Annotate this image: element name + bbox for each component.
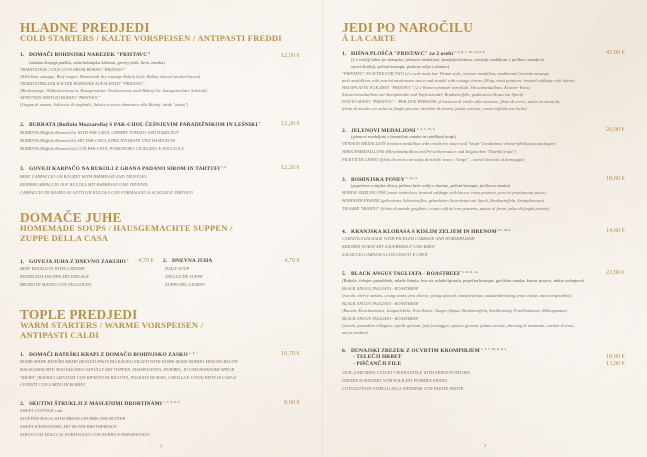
item-variant-name: - TELEČJI HRBET bbox=[353, 354, 402, 360]
item-allergens: 7 bbox=[126, 258, 129, 262]
item-allergens: 7, 14, 4 bbox=[405, 176, 417, 180]
menu-item-title bbox=[342, 271, 478, 277]
item-price: 8,90 € bbox=[284, 399, 300, 406]
item-price: 26,00 € bbox=[605, 126, 625, 133]
item-translation: BURRATA (Buffalo Mozzarella) MIT PAK-CHOI, KIRSCHTOMATE UND HASELNUSS bbox=[20, 138, 176, 143]
menu-item-title bbox=[163, 259, 212, 264]
item-translation: HAUSPLATTE FÜR ZWEI "PRISTAVC" (2 x Wienerschnitzel vom Kalb, Hirschmedaillons, Krainer Wurst, bbox=[342, 85, 531, 90]
item-translation: VENISON MEDALLION (venison medallion with cranberry sauce and "krapi" (traditional cheese-filled pasta packages) bbox=[342, 141, 556, 146]
item-translation: BRODO DI MANZO CON TAGLIOLINI bbox=[20, 282, 92, 287]
item-translation: TRADITIONELLER KALTER BOHINJER AUFSCHNITT "PRISTAVC" bbox=[20, 81, 146, 86]
page-number: 3 bbox=[484, 443, 487, 448]
section-title-a-la-carte: JEDI PO NAROČILU bbox=[342, 20, 474, 35]
item-variant-price: 18,60 € bbox=[605, 353, 625, 360]
item-variant-price: 13,90 € bbox=[605, 360, 625, 367]
item-name: GOVEJI KARPAČO NA RUKOLI Z GRANA PADANO SIROM IN TARTUFI bbox=[29, 166, 220, 172]
item-number: 5. bbox=[342, 271, 347, 277]
item-number: 6. bbox=[342, 348, 347, 354]
item-translation: "PRISTAVC" PLATTER FOR TWO (2 x veal steak late Vienna style, venison medallion, traditional Carniola sausage, bbox=[342, 71, 550, 76]
item-name: SKUTINI ŠTRUKLJI Z MASLENIMI DROBTINAMI bbox=[29, 401, 163, 407]
item-translation: SWEET KÄSEKNÖDEL MIT BUTER BROTHPRESLN bbox=[20, 424, 117, 429]
item-translation: "KRAPI" (RAVIOLI LIEVITATI CON RIPIENO DI RICOTTA, POLENTA DI MAIS, CIPOLLA E UOVA) FATTI IN CASA E bbox=[20, 375, 237, 380]
item-name: JELENOVI MEDALJONI bbox=[351, 128, 416, 134]
item-description: (2 x telečji hrbet po dunajsko, jelenovi medaljoni, kranjska klobasa, svinjski medaljoni v jurčkovi omaki in bbox=[351, 57, 544, 62]
item-allergens: 7 bbox=[258, 121, 261, 125]
item-number: 2. bbox=[20, 122, 25, 128]
item-name: BLACK ANGUS TAGLIATA - ROASTBEEF bbox=[351, 271, 461, 277]
item-name: GOVEJA JUHA Z DNEVNO ZAKUHO bbox=[29, 259, 126, 265]
menu-item-title bbox=[20, 53, 150, 58]
item-number: 1. bbox=[20, 259, 25, 265]
menu-item-title bbox=[20, 259, 129, 265]
item-price: 4,70 € bbox=[138, 257, 154, 264]
item-translation: filetto di maiale con salsa ai funghi porcini, involtini di ricotta, patate arrosto, crauti soffritti con lardo) bbox=[342, 106, 527, 111]
item-number: 2. bbox=[342, 128, 347, 134]
item-translation: RINDFLEISCHSUPPE MIT EINLAGE bbox=[20, 274, 89, 279]
item-variant-name: - PIŠČANČJI FILE bbox=[353, 361, 402, 367]
item-translation: SALSICCIA CARNIOLA CON CRAUTI E CREN bbox=[342, 252, 428, 257]
item-number: 1. bbox=[20, 52, 25, 58]
item-number: 3. bbox=[342, 177, 347, 183]
item-translation: (rucola, cherry tomato, young onion, feta cheese, young spinach, roasted potato, mustarddressing, trout caviar, micro vegetables) bbox=[342, 293, 572, 298]
item-price: 4,70 € bbox=[284, 257, 300, 264]
item-translation: TEGAME "BOHINJ" (filetto di maiale grigliato, crauti soffritti con pancetta, patate al forno, salsa di funghi porcini) bbox=[342, 206, 550, 211]
item-translation: BURRATA (Buffalo Mozzarella) WITH PAK-CHOI, CHERRY TOMATO AND HAZELNUT bbox=[20, 130, 179, 135]
section-subtitle-warm-starters: WARM STARTERS / WARME VORSPEISEN / bbox=[20, 320, 204, 330]
item-description: (jelenovi medaljoni z brusnično omako in rateškimi krapi) bbox=[351, 134, 456, 139]
item-translation: BLACK ANGUS TAGLIATA - ROASTBEEF bbox=[342, 286, 419, 291]
item-allergens: 1, 3, 7 bbox=[188, 351, 198, 355]
item-translation: BEEF BOUILLON WITH GARNISH bbox=[20, 266, 85, 271]
item-translation: BURRATA (Buffalo Mozzarella) CON PAK-CHOI, POMODORO CILIEGINO E NOCCIOLA bbox=[20, 146, 184, 151]
menu-item-title bbox=[20, 352, 198, 358]
page-number: 2 bbox=[160, 443, 163, 448]
menu-item-title bbox=[20, 122, 261, 128]
menu-page-right bbox=[324, 0, 647, 457]
item-name: BURRATA (Buffalo Mozzarella) S PAK-CHOL ČEŠNJEVIM PARADIŽNIKOM IN LEŠNIKI bbox=[29, 122, 258, 128]
item-price: 12,20 € bbox=[280, 164, 300, 171]
item-translation: (rucola, pomodoro ciliegino, cipolle giovani, feta formaggio, spinaci giovani, patate arroste, dressing di mostarda, caviale di trota, bbox=[342, 323, 575, 328]
item-translation: CONDITI CON LARDO DI BOHINJ bbox=[20, 382, 86, 387]
item-translation: BLACK ANGUS TAGLIATA - ROASTBEEF bbox=[342, 316, 419, 321]
item-allergens: 7, 10, 6, 14 bbox=[461, 270, 478, 274]
item-allergens: 1, 3, 7, 14, 4 bbox=[416, 127, 435, 131]
item-translation: STRUCCOLI DOLCI AL FORMAGGIO CON BURRO E PANGRATTATO bbox=[20, 432, 150, 437]
item-translation: (Lingua di manzo, Salsiccia di cinghiale, Salsiccia secca domestica alla Bohinj, lardo "zaska") bbox=[20, 102, 189, 107]
item-translation: ZUPPA DEL GIORNO bbox=[165, 282, 205, 287]
item-translation: (Rucola, Kirschtomaten, Jungzwiebeln, Feta Kaese, Tunger Spinat, Bratkartoffeln, Senfdressing, Forellenkaviar, Mikrogemüse) bbox=[342, 308, 568, 313]
section-subtitle-cold-starters: COLD STARTERS / KALTE VORSPEISEN / ANTIPASTI FREDDI bbox=[20, 33, 282, 43]
menu-page-left bbox=[0, 0, 322, 457]
item-translation: BLACK ANGUS TAGLIATA - ROASTBEEF bbox=[342, 301, 419, 306]
item-translation: HAUSGEMACHTE TEIGTASCHEN GEFÜLLT MIT TOPFEN, MAISPOLENTA, ZWIEBEL, EI UND BOHINJER SPECK bbox=[20, 367, 235, 372]
item-number: 4. bbox=[342, 229, 347, 235]
item-allergens: 7, 6 bbox=[220, 165, 227, 169]
item-number: 1. bbox=[342, 51, 347, 57]
item-price: 45,00 € bbox=[605, 49, 625, 56]
section-title-soups: DOMAČE JUHE bbox=[20, 210, 122, 225]
item-translation: DAILY SOUP bbox=[165, 266, 190, 271]
item-translation: (Rinderzunge, Wildschweinwurst, Hausgemachte Trockenwurst nach Bohinj Art, hausgemachter Schmalz) bbox=[20, 88, 208, 93]
item-description: (salama divjega prašiča, suha bohinjska klobasa, goveji jezik, hren, zaseka) bbox=[29, 60, 165, 65]
item-allergens: 1, 3, 7, 16, 6, 6, 4 bbox=[480, 347, 507, 351]
item-allergens: 1, 7, 3, 6, 6 bbox=[163, 400, 180, 404]
item-number: 1. bbox=[20, 352, 25, 358]
item-translation: BEEF CARPACCIO ON ROCKET WITH PARMESAN AND TRUFFLES bbox=[20, 174, 147, 179]
item-translation: TAEGLICHE SUPPE bbox=[165, 274, 203, 279]
item-name: DNEVNA JUHA bbox=[172, 258, 213, 264]
item-allergens: 10, 14, 6 bbox=[497, 228, 511, 232]
item-translation: BOHINJER PFANNE (gebratenes Schweinefilet, gebackenes Sauerkraut mit Speck, Bratkartoffeln, Steinpilzsauce) bbox=[342, 198, 545, 203]
menu-item-title bbox=[20, 166, 226, 172]
item-price: 10,70 € bbox=[280, 350, 300, 357]
item-description: (popečena svinjska ribica, pečeno kislo zelje s slanino, pečeni krompir, jurčkova omaka) bbox=[351, 183, 511, 188]
item-translation: (Wild boar sausage, Beef tongue, Homemade dry sausage Bohinj Style, Bohinj minced smoked bacon) bbox=[20, 74, 201, 79]
item-allergens: 1, 3, 6, 7, 10, 14, 6, 6 bbox=[454, 50, 485, 54]
item-price: 23,90 € bbox=[605, 269, 625, 276]
item-name: BOHINJSKA PONEV bbox=[351, 177, 405, 183]
item-name: DOMAČI BOHINJSKI NAREZEK "PRISTAVC" bbox=[29, 52, 151, 58]
item-translation: CARNIOLA SAUSAGE WITH PICKLED CABBAGE AND HORSERADISH bbox=[342, 236, 475, 241]
item-translation: HIRSCHMEDAILLONS (Hirschmedaillons mit Preiselbeersauce und Teigtaschen "Rateški krapi") bbox=[342, 149, 516, 154]
item-price: 18,60 € bbox=[605, 175, 625, 182]
item-description: sirovi štruklji, pečeni krompir, praženo zelje s slanino) bbox=[351, 64, 450, 69]
item-translation: micro verdure) bbox=[342, 330, 369, 335]
item-name: KRANJSKA KLOBASA S KISLIM ZELJEM IN HRENOM bbox=[351, 229, 497, 235]
section-subtitle-soups-2: ZUPPE DELLA CASA bbox=[20, 233, 109, 243]
item-translation: FILETTI DI CERVO (filetti di cervo con salsa di mirtilli rossi e "krapi" – ravioli lievitati al formaggio) bbox=[342, 157, 525, 162]
section-subtitle-soups: HOMEMADE SOUPS / HAUSGEMACHTE SUPPEN / bbox=[20, 223, 233, 233]
item-name: DOMAČI RATEŠKI KRAPI Z DOMAČO BOHINJSKO ZASKO bbox=[29, 352, 188, 358]
menu-item-title bbox=[20, 401, 179, 407]
section-subtitle-warm-starters-2: ANTIPASTI CALDI bbox=[20, 330, 100, 340]
item-translation: CARPACCIO DI MANZO SU LETTO DI RUCOLA CON FORMAGGIO A SCAGLIE E TARTUFO bbox=[20, 190, 193, 195]
item-number: 2. bbox=[20, 401, 25, 407]
item-translation: TRADITIONAL COLD CUTS FROM BOHINJ "PRISTAVC" bbox=[20, 67, 126, 72]
section-subtitle-a-la-carte: À LA CARTE bbox=[342, 33, 396, 43]
item-number: 2. bbox=[163, 258, 168, 264]
item-description: (Rukola, češnjev paradižnik, mlada čebula, feta sir, mlada špinača, popečen krompir, gorčična omaka, kaviar postrvi, mikro zelenjava) bbox=[342, 278, 585, 283]
section-title-warm-starters: TOPLE PREDJEDI bbox=[20, 307, 138, 322]
item-translation: BOHINJ SIZZLING PAN (roast tenderloin, braised cabbage with bacon, roast potatoes, porcini (mushroom) sauce) bbox=[342, 190, 546, 195]
item-translation: COTOLETTA DI VITELLO ALLA VIENNESE CON PATATE FRITTE bbox=[342, 386, 464, 391]
item-translation: pork medallions with porcini mushrooms sauce and strudel with cottage cheese filling, roast potatoes, braised cabbage with bacon) bbox=[342, 78, 575, 83]
item-translation: Schweinemedaillons mit Steinpilzsoße und Topfenstrudel, Bratkartoffeln, gedünstetes Kraut mit Speck) bbox=[342, 92, 524, 97]
item-price: 12,50 € bbox=[280, 52, 300, 59]
section-title-cold-starters: HLADNE PREDJEDI bbox=[20, 20, 150, 35]
item-translation: HOME-MADE RATEŠKI KRAPI (BOILED PASTA PACKAGES) FILLED WITH HOME-MADE BOHINJ MINCED BACON bbox=[20, 359, 238, 364]
item-translation: AFFETTATI MISTI DI BOHINJ "PRISTAVC" bbox=[20, 95, 101, 100]
item-translation: STUFFED ROLLS WITH BREAD CRUMBS AND BUTTER bbox=[20, 416, 126, 421]
item-name: HIŠNA PLOŠČA "PRISTAVC" za 2 osebi bbox=[351, 51, 454, 57]
item-translation: SWEET COTTAGE cake bbox=[20, 408, 63, 413]
item-name: DUNAJSKI ZREZEK Z OCVRTIM KROMPIRJEM bbox=[351, 348, 480, 354]
item-price: 12,20 € bbox=[280, 120, 300, 127]
item-translation: PIATTO MISTO "PRISTAVC" - PER DUE PERSONE (2 bistecca di vitello alla viennese, filetti di cervo, salsiccia carniola, bbox=[342, 99, 561, 104]
item-translation: WIENER SCHNITZEL VOM KALB MIT POMMES FRITES bbox=[342, 378, 447, 383]
item-translation: VEAL (CHICKEN) CUTLET VIENNA STYLE WITH FRIED POTATOES bbox=[342, 370, 470, 375]
item-number: 3. bbox=[20, 166, 25, 172]
item-price: 14,60 € bbox=[605, 227, 625, 234]
item-translation: KREINER WURST MIT SAUERKRAUT UND KREN bbox=[342, 244, 435, 249]
menu-item-title bbox=[342, 229, 510, 235]
item-translation: RINDERCARPACCIO AUF RUCOLA MIT PARMESAN UND TRÜFFEL bbox=[20, 182, 149, 187]
